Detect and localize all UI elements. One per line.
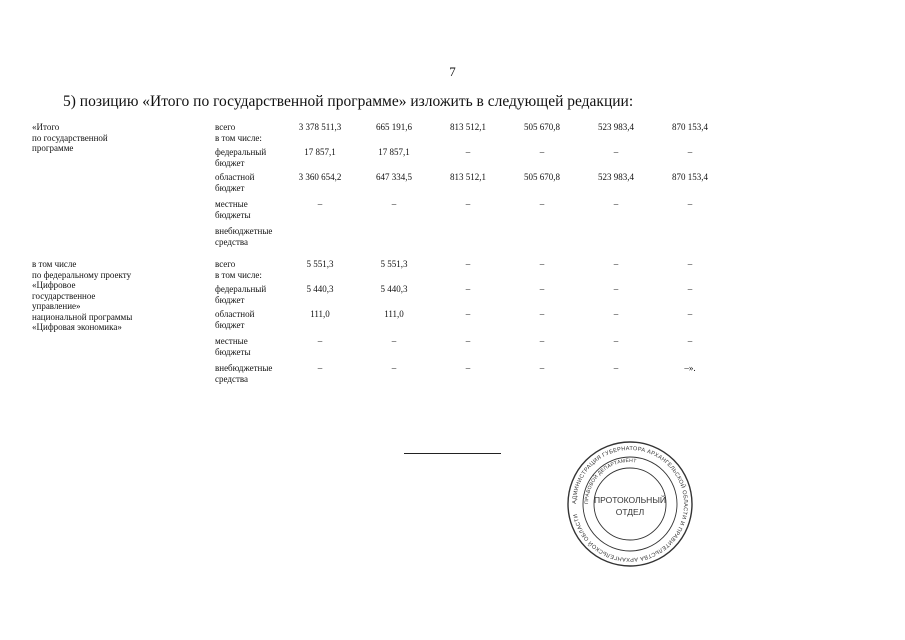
table-cell: 5 440,3	[380, 284, 408, 294]
row-category: областной бюджет	[215, 172, 255, 193]
stamp-inner-text: ПРАВОВОЙ ДЕПАРТАМЕНТ	[583, 457, 637, 505]
table-cell: 870 153,4	[672, 122, 708, 132]
table-cell: –	[613, 363, 619, 373]
table-cell: 3 360 654,2	[298, 172, 342, 182]
table-cell: –	[465, 147, 471, 157]
page-number: 7	[449, 64, 456, 79]
table-cell: 17 857,1	[378, 147, 410, 157]
table-cell: –	[613, 259, 619, 269]
table-cell: –	[539, 199, 545, 209]
table-cell: –	[539, 336, 545, 346]
block-label: «Итого по государственной программе	[32, 122, 108, 153]
row-category: федеральный бюджет	[215, 284, 267, 305]
row-category: внебюджетные средства	[215, 226, 273, 247]
table-cell: 17 857,1	[304, 147, 336, 157]
table-cell: –	[687, 284, 693, 294]
row-category: областной бюджет	[215, 309, 255, 330]
table-cell: –	[687, 336, 693, 346]
table-cell: –	[687, 309, 693, 319]
table-cell: –	[465, 199, 471, 209]
table-cell: –	[613, 284, 619, 294]
table-cell: –	[465, 336, 471, 346]
table-cell: 523 983,4	[598, 122, 634, 132]
table-cell: –	[687, 259, 693, 269]
row-category: внебюджетные средства	[215, 363, 273, 384]
table-cell: –».	[684, 363, 696, 373]
table-cell: 647 334,5	[376, 172, 412, 182]
table-cell: 505 670,8	[524, 122, 560, 132]
table-cell: –	[539, 309, 545, 319]
protocol-stamp	[566, 440, 694, 568]
table-cell: –	[613, 336, 619, 346]
table-cell: –	[465, 284, 471, 294]
table-cell: –	[391, 336, 397, 346]
table-cell: –	[391, 363, 397, 373]
table-cell: –	[613, 147, 619, 157]
table-cell: 813 512,1	[450, 122, 486, 132]
table-cell: 665 191,6	[376, 122, 412, 132]
table-cell: –	[539, 259, 545, 269]
table-cell: 813 512,1	[450, 172, 486, 182]
row-category: всего в том числе:	[215, 259, 262, 280]
table-cell: –	[539, 284, 545, 294]
row-category: федеральный бюджет	[215, 147, 267, 168]
stamp-center-line2: ОТДЕЛ	[615, 507, 645, 517]
table-cell: 111,0	[384, 309, 404, 319]
signature-line	[404, 453, 501, 454]
table-cell: –	[317, 363, 323, 373]
stamp-ring-text: АДМИНИСТРАЦИЯ ГУБЕРНАТОРА АРХАНГЕЛЬСКОЙ ОБЛАСТИ И ПРАВИТЕЛЬСТВА АРХАНГЕЛЬСКОЙ ОБЛАСТИ	[571, 445, 689, 563]
table-cell: –	[613, 309, 619, 319]
table-cell: 523 983,4	[598, 172, 634, 182]
block-label: в том числе по федеральному проекту «Цифровое государственное управление» национальной программы «Цифровая экономика»	[32, 259, 133, 332]
table-cell: 111,0	[310, 309, 330, 319]
table-cell: –	[613, 199, 619, 209]
table-cell: –	[687, 199, 693, 209]
heading: 5) позицию «Итого по государственной программе» изложить в следующей редакции:	[63, 93, 634, 110]
table-cell: –	[539, 147, 545, 157]
table-cell: –	[465, 259, 471, 269]
table-cell: 870 153,4	[672, 172, 708, 182]
table-block	[32, 122, 732, 262]
row-category: местные бюджеты	[215, 336, 251, 357]
stamp-center-line1: ПРОТОКОЛЬНЫЙ	[594, 495, 666, 505]
table-cell: 5 551,3	[380, 259, 408, 269]
table-cell: –	[317, 199, 323, 209]
table-block	[32, 259, 732, 399]
table-cell: –	[687, 147, 693, 157]
row-category: местные бюджеты	[215, 199, 251, 220]
table-cell: –	[391, 199, 397, 209]
table-cell: 505 670,8	[524, 172, 560, 182]
row-category: всего в том числе:	[215, 122, 262, 143]
table-cell: –	[539, 363, 545, 373]
table-cell: –	[465, 309, 471, 319]
table-cell: –	[465, 363, 471, 373]
table-cell: 5 551,3	[306, 259, 334, 269]
table-cell: –	[317, 336, 323, 346]
table-cell: 3 378 511,3	[298, 122, 342, 132]
table-cell: 5 440,3	[306, 284, 334, 294]
